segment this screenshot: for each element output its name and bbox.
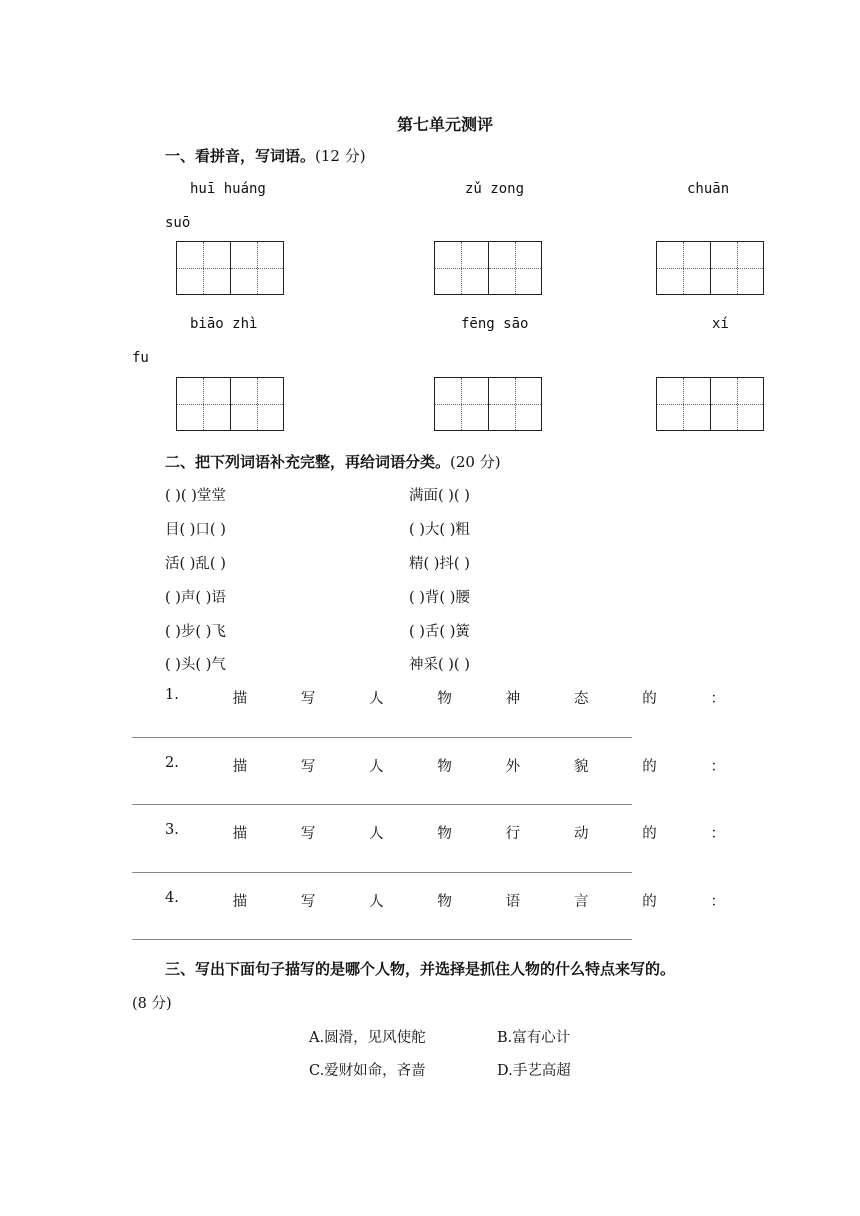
category-char: 描 [232, 826, 248, 842]
category-char: 写 [300, 691, 316, 707]
pinyin-1: huī huáng [190, 181, 266, 197]
pinyin-3-cont: suō [165, 215, 191, 231]
section3-points: (8 分) [132, 996, 172, 1012]
category-2 [165, 755, 725, 776]
section2-heading [165, 451, 501, 472]
category-char: 貌 [573, 759, 589, 775]
pinyin-6: xí [712, 316, 729, 332]
category-char: 描 [232, 894, 248, 910]
idiom-left-1[interactable]: ( )( )堂堂 [165, 488, 226, 504]
category-char: 的 [642, 691, 657, 707]
pinyin-3: chuān [687, 181, 730, 197]
category-char: ： [710, 691, 725, 707]
writing-box-6[interactable] [656, 377, 764, 431]
writing-box-3[interactable] [656, 241, 764, 295]
category-char: 人 [369, 691, 384, 707]
section2-points: (20 分) [450, 453, 501, 471]
answer-line-2[interactable] [132, 804, 632, 805]
category-char: 人 [369, 826, 384, 842]
section3-heading: 三、写出下面句子描写的是哪个人物，并选择是抓住人物的什么特点来写的。 [165, 960, 676, 978]
answer-line-3[interactable] [132, 872, 632, 873]
idiom-right-6[interactable]: 神采( )( ) [409, 657, 470, 673]
idiom-left-5[interactable]: ( )步( )飞 [165, 624, 226, 640]
category-char: 的 [642, 894, 657, 910]
idiom-left-4[interactable]: ( )声( )语 [165, 590, 226, 606]
section1-heading [165, 145, 366, 166]
category-3 [165, 822, 725, 843]
idiom-left-3[interactable]: 活( )乱( ) [165, 556, 226, 572]
category-char: 人 [369, 894, 384, 910]
option-b: B.富有心计 [497, 1030, 571, 1046]
category-char: 描 [232, 691, 248, 707]
category-char: 物 [437, 826, 452, 842]
category-char: 写 [300, 759, 316, 775]
pinyin-5: fēng sāo [461, 316, 529, 332]
category-char: 3. [165, 822, 179, 838]
category-char: 的 [642, 826, 657, 842]
pinyin-4: biāo zhì [190, 316, 258, 332]
category-char: 物 [437, 759, 452, 775]
category-char: 外 [505, 759, 521, 775]
page-title: 第七单元测评 [397, 115, 494, 134]
category-char: ： [710, 826, 725, 842]
writing-box-4[interactable] [176, 377, 284, 431]
pinyin-6-cont: fu [132, 350, 149, 366]
option-d: D.手艺高超 [497, 1063, 571, 1079]
category-1 [165, 687, 725, 708]
category-char: ： [710, 759, 725, 775]
category-char: 写 [300, 826, 316, 842]
category-char: 人 [369, 759, 384, 775]
category-char: 物 [437, 894, 452, 910]
category-char: 物 [437, 691, 452, 707]
section2-heading-text: 二、把下列词语补充完整，再给词语分类。 [165, 453, 451, 471]
category-char: 神 [505, 691, 521, 707]
option-c: C.爱财如命，吝啬 [309, 1063, 426, 1079]
answer-line-1[interactable] [132, 737, 632, 738]
category-char: 2. [165, 755, 179, 771]
idiom-left-6[interactable]: ( )头( )气 [165, 657, 226, 673]
category-char: 的 [642, 759, 657, 775]
idiom-left-2[interactable]: 目( )口( ) [165, 522, 226, 538]
idiom-right-4[interactable]: ( )背( )腰 [409, 590, 470, 606]
writing-box-5[interactable] [434, 377, 542, 431]
category-char: 言 [573, 894, 589, 910]
category-char: 1. [165, 687, 179, 703]
category-char: 态 [573, 691, 589, 707]
writing-box-2[interactable] [434, 241, 542, 295]
answer-line-4[interactable] [132, 939, 632, 940]
option-a: A.圆滑，见风使舵 [309, 1030, 426, 1046]
writing-box-1[interactable] [176, 241, 284, 295]
category-char: 行 [505, 826, 521, 842]
category-char: 写 [300, 894, 316, 910]
category-4 [165, 890, 725, 911]
idiom-right-5[interactable]: ( )舌( )簧 [409, 624, 470, 640]
category-char: ： [710, 894, 725, 910]
category-char: 4. [165, 890, 179, 906]
category-char: 动 [573, 826, 589, 842]
idiom-right-3[interactable]: 精( )抖( ) [409, 556, 470, 572]
pinyin-2: zǔ zong [465, 181, 525, 197]
section1-heading-text: 一、看拼音，写词语。 [165, 147, 316, 165]
idiom-right-2[interactable]: ( )大( )粗 [409, 522, 470, 538]
category-char: 语 [505, 894, 521, 910]
category-char: 描 [232, 759, 248, 775]
idiom-right-1[interactable]: 满面( )( ) [409, 488, 470, 504]
section1-points: (12 分) [315, 147, 366, 165]
